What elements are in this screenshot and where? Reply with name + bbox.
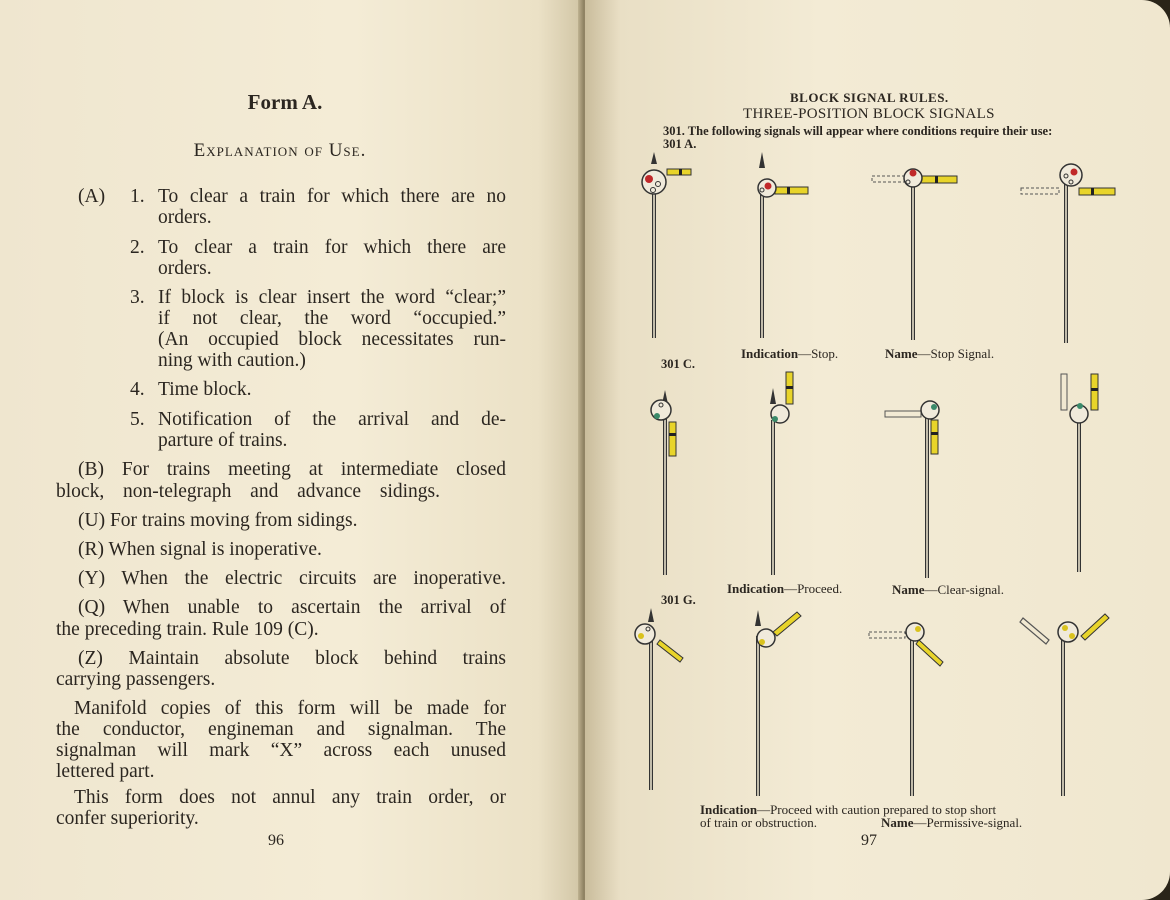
- item-line: To clear a train for which there are: [158, 237, 506, 258]
- label-301g: 301 G.: [661, 593, 696, 607]
- paragraph-line: block, non-telegraph and advance sidings.: [56, 481, 440, 502]
- signal-stop-icon: [1021, 164, 1115, 343]
- signal-stop-icon: [758, 152, 808, 338]
- page-number-left: 96: [268, 832, 284, 849]
- paragraph-line: signalman will mark “X” across each unused: [56, 740, 506, 761]
- caption-301c-name: Name—Clear-signal.: [892, 582, 1005, 597]
- item-line: ning with caution.): [158, 350, 306, 371]
- form-title: Form A.: [247, 90, 323, 114]
- right-page: [585, 0, 1170, 900]
- item-line: Notification of the arrival and de-: [158, 409, 506, 430]
- item-number: 4.: [130, 379, 145, 400]
- rules-heading: BLOCK SIGNAL RULES.: [790, 90, 949, 105]
- signal-permissive-icon: [869, 623, 943, 796]
- signal-diagrams: [585, 0, 1170, 900]
- item-line: orders.: [158, 207, 212, 228]
- item-line: Time block.: [158, 379, 252, 400]
- explanation-heading: Explanation of Use.: [193, 140, 367, 161]
- item-number: 5.: [130, 409, 145, 430]
- signal-permissive-icon: [635, 608, 683, 790]
- paragraph-line: carrying passengers.: [56, 669, 216, 690]
- caption-301g-indication: Indication—Proceed with caution prepared to stop short: [700, 802, 997, 817]
- marker-a: (A): [78, 186, 106, 207]
- paragraph-line: the preceding train. Rule 109 (C).: [56, 619, 319, 640]
- paragraph-line: (U) For trains moving from sidings.: [78, 510, 358, 531]
- signal-clear-icon: [1061, 374, 1098, 572]
- page-number-right: 97: [861, 832, 877, 849]
- item-number: 1.: [130, 186, 145, 207]
- label-301c: 301 C.: [661, 357, 696, 371]
- item-line: To clear a train for which there are no: [158, 186, 506, 207]
- signal-stop-icon: [642, 152, 691, 338]
- paragraph-line: confer superiority.: [56, 808, 199, 829]
- caption-301g-indication-cont: of train or obstruction.: [700, 815, 817, 830]
- signal-clear-icon: [651, 390, 676, 575]
- item-number: 3.: [130, 287, 145, 308]
- signal-permissive-icon: [1020, 614, 1109, 796]
- paragraph-line: This form does not annul any train order, or: [74, 787, 506, 808]
- label-301a: 301 A.: [663, 137, 697, 151]
- item-line: if not clear, the word “occupied.”: [158, 308, 506, 329]
- paragraph-line: (Z) Maintain absolute block behind trains: [78, 648, 506, 669]
- paragraph-line: (B) For trains meeting at intermediate closed: [78, 459, 506, 480]
- paragraph-line: lettered part.: [56, 761, 155, 782]
- signal-permissive-icon: [755, 610, 801, 796]
- rules-intro: 301. The following signals will appear where conditions require their use:: [663, 124, 1053, 138]
- item-line: orders.: [158, 258, 212, 279]
- signal-clear-icon: [885, 401, 939, 578]
- item-line: parture of trains.: [158, 430, 288, 451]
- rules-subheading: THREE-POSITION BLOCK SIGNALS: [743, 106, 995, 122]
- paragraph-line: (R) When signal is inoperative.: [78, 539, 322, 560]
- item-number: 2.: [130, 237, 145, 258]
- paragraph-line: (Q) When unable to ascertain the arrival of: [78, 597, 506, 618]
- paragraph-line: the conductor, engineman and signalman. The: [56, 719, 506, 740]
- signal-clear-icon: [770, 372, 793, 575]
- caption-301c-indication: Indication—Proceed.: [727, 581, 843, 596]
- paragraph-line: (Y) When the electric circuits are inoperative.: [78, 568, 506, 589]
- caption-301g-name: Name—Permissive-signal.: [881, 815, 1023, 830]
- signal-stop-icon: [872, 169, 957, 340]
- item-line: (An occupied block necessitates run-: [158, 329, 506, 350]
- caption-301a-indication: Indication—Stop.: [741, 346, 839, 361]
- paragraph-line: Manifold copies of this form will be made for: [74, 698, 506, 719]
- item-line: If block is clear insert the word “clear;”: [158, 287, 506, 308]
- caption-301a-name: Name—Stop Signal.: [885, 346, 995, 361]
